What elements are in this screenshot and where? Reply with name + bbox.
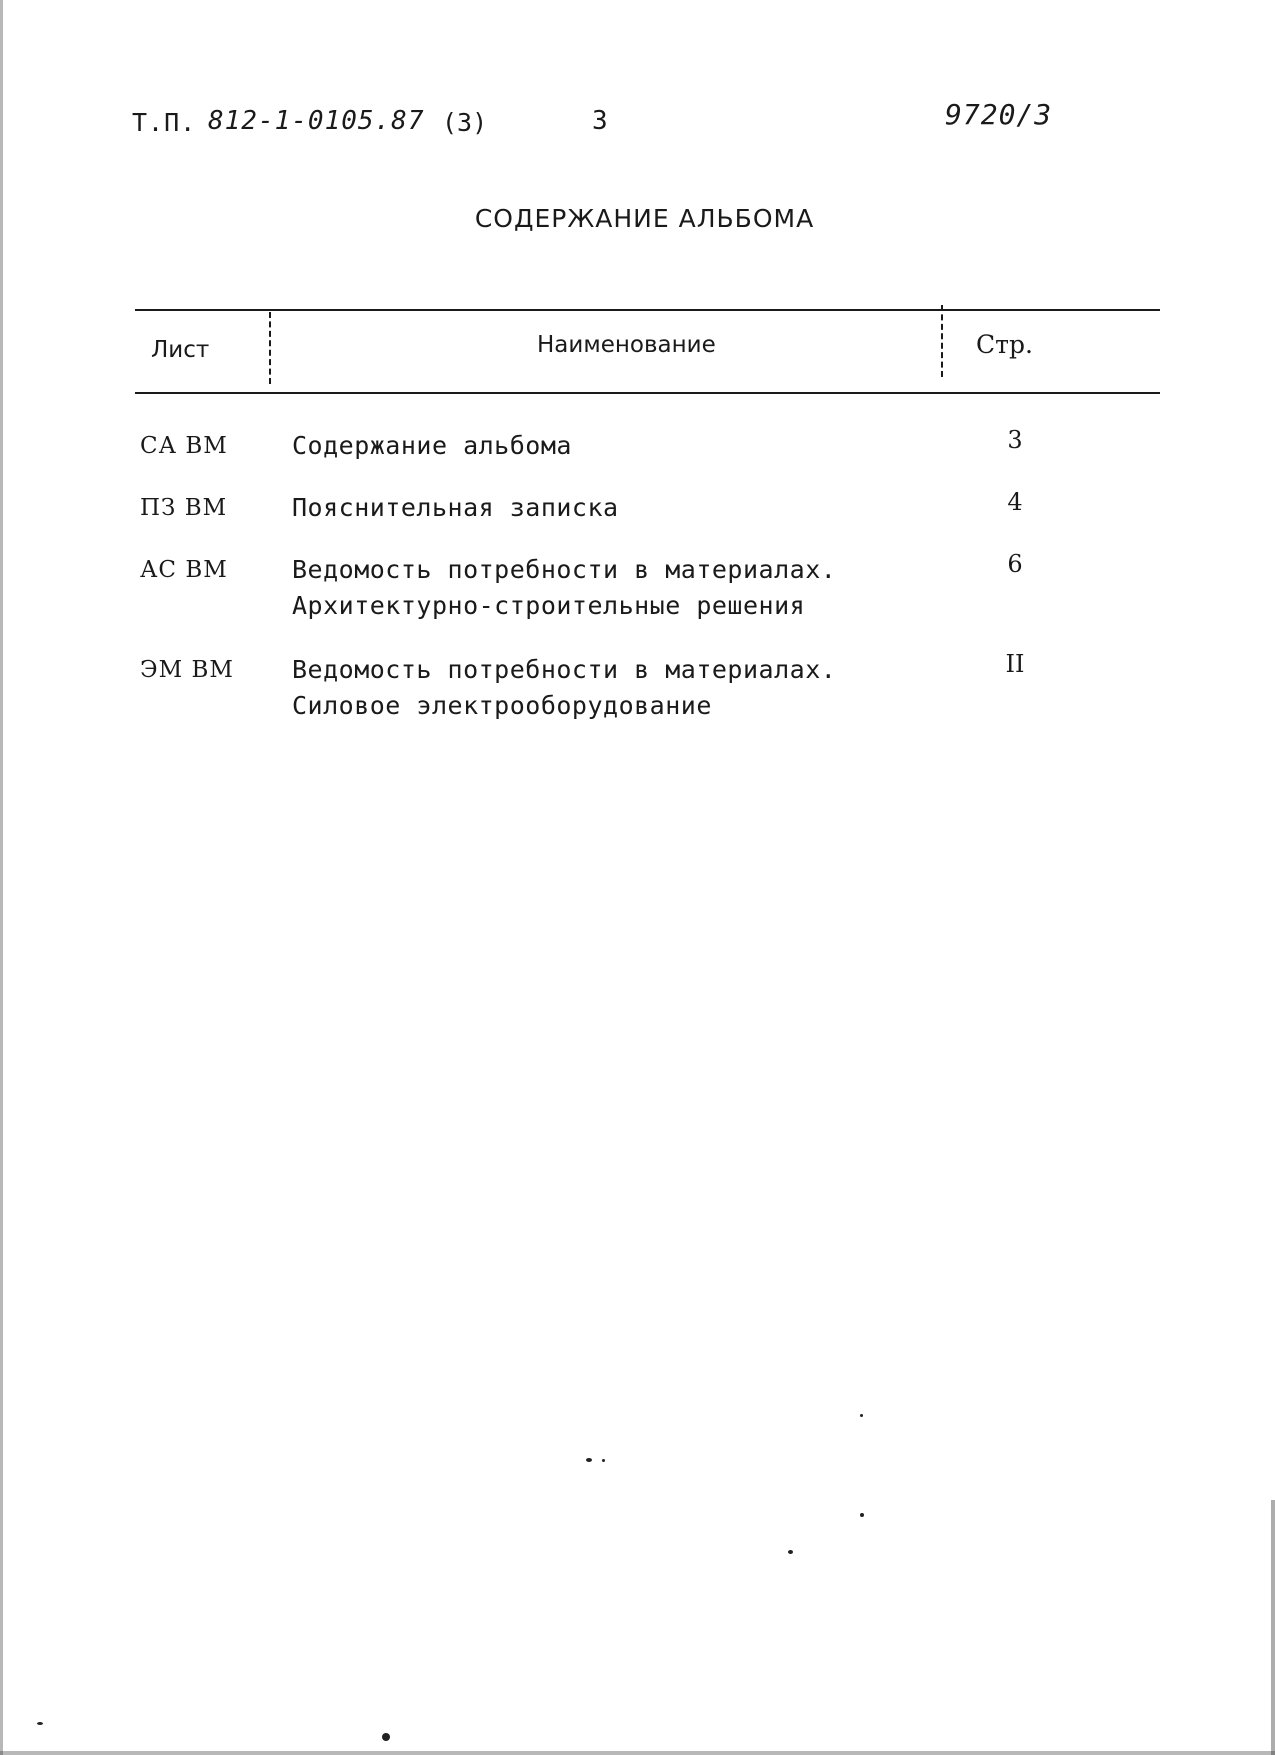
scan-speck [37,1722,43,1725]
row-sheet-code: АС ВМ [140,557,228,583]
column-header-sheet: Лист [151,337,210,363]
row-sheet-code: ПЗ ВМ [140,495,228,521]
page-number: 3 [592,106,608,136]
scan-left-edge [0,0,3,1755]
scan-speck [586,1458,592,1462]
row-name-line-2: Силовое электрооборудование [292,691,712,720]
row-page-number: II [1005,650,1025,678]
scan-speck [382,1733,390,1741]
doc-code: 812-1-0105.87 [208,106,425,136]
scan-speck [860,1513,864,1517]
column-separator-page [941,305,943,377]
doc-prefix: Т.П. [132,108,197,137]
scan-speck [788,1550,793,1554]
row-page-number: 6 [1007,550,1023,578]
row-name-line [292,552,836,624]
row-sheet-code: СА ВМ [140,433,228,459]
column-separator-sheet [269,312,271,384]
row-name-line: Пояснительная записка [292,493,619,522]
row-sheet-code: ЭМ ВМ [140,657,234,683]
row-name-line-1: Ведомость потребности в материалах. [292,555,837,584]
column-header-name: Наименование [537,332,716,358]
page-title: СОДЕРЖАНИЕ АЛЬБОМА [474,204,815,233]
table-header-rule [135,392,1160,394]
inventory-number: 9720/3 [945,98,1053,131]
scan-speck [860,1414,863,1417]
scan-right-edge [1271,1500,1275,1755]
row-page-number: 4 [1007,488,1023,516]
row-name-line: Содержание альбома [292,431,572,460]
row-name-line-1: Ведомость потребности в материалах. [292,655,837,684]
scan-speck [602,1459,605,1462]
row-page-number: 3 [1007,426,1023,454]
scan-bottom-edge [0,1751,1275,1755]
table-top-rule [135,309,1160,311]
album-variant: (3) [442,108,488,137]
column-header-page: Стр. [976,330,1033,359]
row-name-line [292,652,836,724]
row-name-line-2: Архитектурно-строительные решения [292,591,806,620]
